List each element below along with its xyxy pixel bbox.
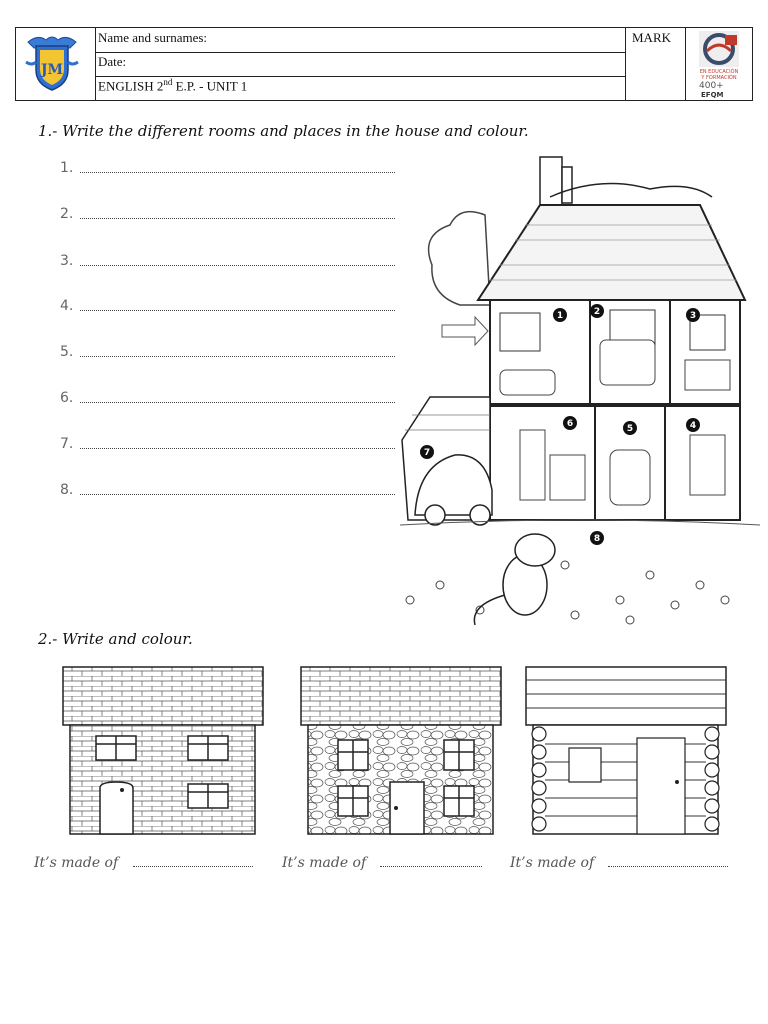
marker-label-2: 2	[593, 307, 601, 317]
marker-label-8: 8	[593, 534, 601, 544]
section2-title: 2.- Write and colour.	[38, 630, 193, 648]
stone-house-illustration	[300, 666, 502, 836]
item-number-1: 1.	[60, 160, 74, 176]
marker-label-5: 5	[626, 424, 634, 434]
made-of-line-2[interactable]	[380, 866, 482, 867]
name-label: Name and surnames:	[98, 30, 208, 45]
answer-line-7[interactable]	[80, 448, 395, 449]
badge-efqm: EFQM	[701, 91, 724, 99]
item-number-5: 5.	[60, 344, 74, 360]
brick-house-illustration	[62, 666, 264, 836]
made-of-label-3: It’s made of	[510, 855, 595, 871]
answer-line-3[interactable]	[80, 265, 395, 266]
item-number-8: 8.	[60, 482, 74, 498]
section1-title: 1.- Write the different rooms and places in the house and colour.	[38, 122, 529, 140]
log-cabin-illustration	[525, 666, 727, 836]
answer-line-8[interactable]	[80, 494, 395, 495]
subject-label: ENGLISH 2nd E.P. - UNIT 1	[98, 77, 248, 94]
item-number-2: 2.	[60, 206, 74, 222]
item-number-3: 3.	[60, 253, 74, 269]
marker-label-6: 6	[566, 419, 574, 429]
marker-label-3: 3	[689, 311, 697, 321]
made-of-label-2: It’s made of	[282, 855, 367, 871]
efqm-badge	[697, 29, 741, 99]
mark-label: MARK	[632, 30, 672, 45]
item-number-4: 4.	[60, 298, 74, 314]
answer-line-2[interactable]	[80, 218, 395, 219]
marker-label-4: 4	[689, 421, 697, 431]
marker-label-7: 7	[423, 448, 431, 458]
made-of-line-1[interactable]	[133, 866, 253, 867]
date-label: Date:	[98, 54, 127, 69]
badge-line-1: EN EDUCACIÓN	[699, 69, 739, 75]
school-crest-logo	[24, 32, 80, 94]
badge-line-2: Y FORMACIÓN	[701, 75, 737, 81]
made-of-label-1: It’s made of	[34, 855, 119, 871]
answer-line-1[interactable]	[80, 172, 395, 173]
answer-line-4[interactable]	[80, 310, 395, 311]
item-number-6: 6.	[60, 390, 74, 406]
marker-label-1: 1	[556, 311, 564, 321]
svg-text:JM: JM	[40, 62, 64, 78]
badge-400: 400+	[699, 81, 724, 91]
item-number-7: 7.	[60, 436, 74, 452]
answer-line-6[interactable]	[80, 402, 395, 403]
made-of-line-3[interactable]	[608, 866, 728, 867]
answer-line-5[interactable]	[80, 356, 395, 357]
house-illustration	[400, 145, 760, 635]
